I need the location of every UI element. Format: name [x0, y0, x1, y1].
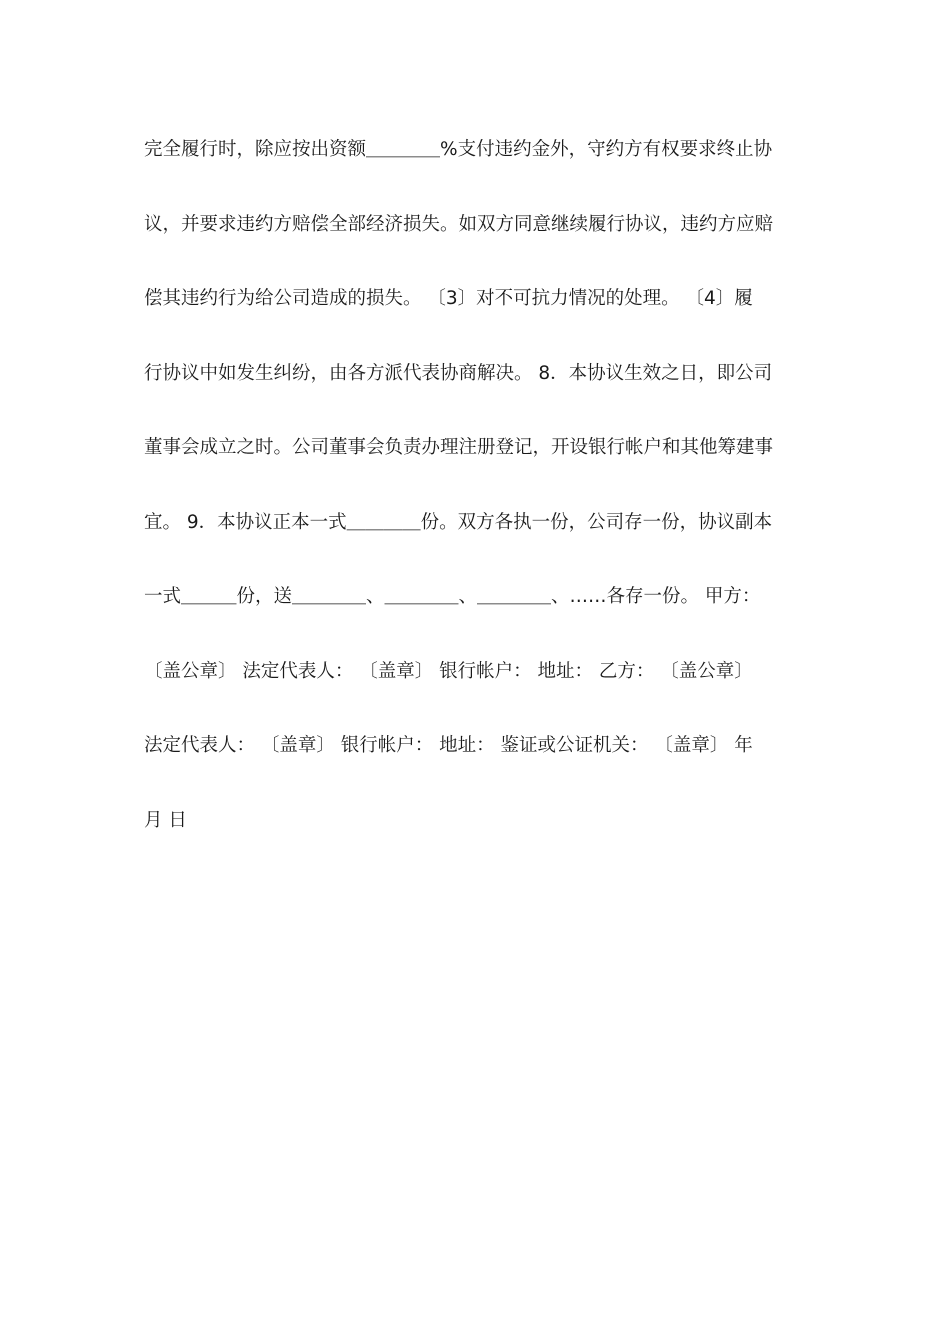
text-line-7: 一式＿＿＿份，送＿＿＿＿、＿＿＿＿、＿＿＿＿、……各存一份。 甲方：	[144, 586, 761, 607]
document-body	[144, 132, 814, 877]
text-line-8: 〔盖公章〕 法定代表人： 〔盖章〕 银行帐户： 地址： 乙方： 〔盖公章〕	[144, 660, 753, 682]
text-line-1: 完全履行时，除应按出资额＿＿＿＿%支付违约金外，守约方有权要求终止协	[144, 139, 773, 160]
text-line-9: 法定代表人： 〔盖章〕 银行帐户： 地址： 鉴证或公证机关： 〔盖章〕 年	[144, 735, 753, 756]
text-line-2: 议，并要求违约方赔偿全部经济损失。如双方同意继续履行协议，违约方应赔	[144, 213, 774, 235]
text-line-5: 董事会成立之时。公司董事会负责办理注册登记，开设银行帐户和其他筹建事	[144, 437, 774, 458]
text-line-4: 行协议中如发生纠纷，由各方派代表协商解决。 8．本协议生效之日，即公司	[144, 362, 773, 384]
text-line-3: 偿其违约行为给公司造成的损失。 〔3〕对不可抗力情况的处理。 〔4〕履	[144, 288, 753, 309]
text-line-6: 宜。 9．本协议正本一式＿＿＿＿份。双方各执一份，公司存一份，协议副本	[144, 511, 773, 533]
text-line-10: 月 日	[144, 809, 187, 831]
